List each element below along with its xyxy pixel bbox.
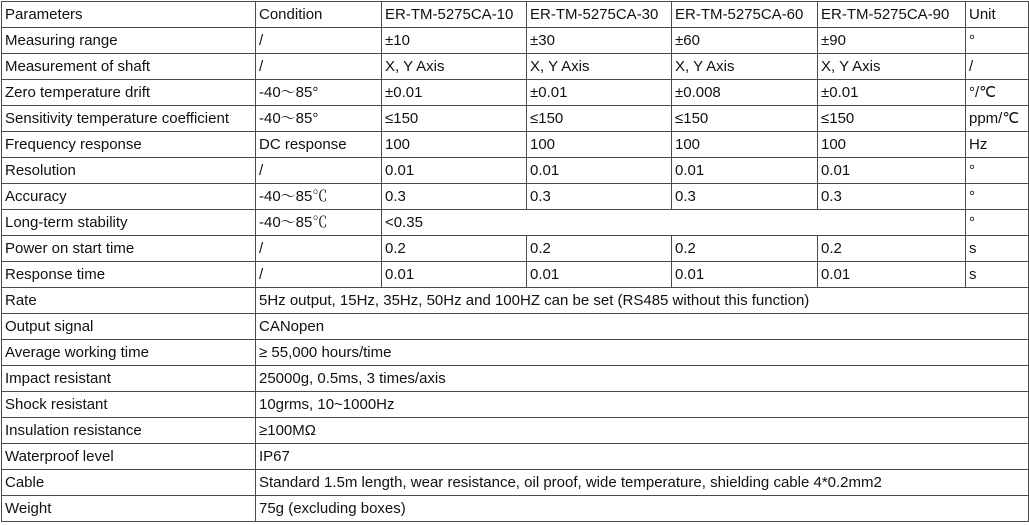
row-power-on-start-time	[2, 236, 1029, 262]
value-cell-30: 0.3	[527, 184, 672, 210]
merged-value-cell: IP67	[256, 444, 1029, 470]
value-cell-90: 0.3	[818, 184, 966, 210]
merged-value-cell: CANopen	[256, 314, 1029, 340]
condition-cell: /	[256, 54, 382, 80]
param-cell: Sensitivity temperature coefficient	[2, 106, 256, 132]
condition-cell: /	[256, 28, 382, 54]
value-cell-90: ±0.01	[818, 80, 966, 106]
value-cell-30: 0.01	[527, 262, 672, 288]
param-cell: Output signal	[2, 314, 256, 340]
row-waterproof-level	[2, 444, 1029, 470]
row-sensitivity-temperature-coefficient	[2, 106, 1029, 132]
value-cell-60: ±0.008	[672, 80, 818, 106]
spec-table	[1, 1, 1029, 522]
value-cell-10: 0.3	[382, 184, 527, 210]
header-model-30: ER-TM-5275CA-30	[527, 2, 672, 28]
row-rate	[2, 288, 1029, 314]
unit-cell: °	[966, 210, 1029, 236]
condition-cell: -40～85℃	[256, 210, 382, 236]
header-row	[2, 2, 1029, 28]
param-cell: Measuring range	[2, 28, 256, 54]
unit-cell: Hz	[966, 132, 1029, 158]
row-long-term-stability	[2, 210, 1029, 236]
value-cell-10: ±0.01	[382, 80, 527, 106]
unit-cell: °	[966, 28, 1029, 54]
value-cell-10: ±10	[382, 28, 527, 54]
param-cell: Measurement of shaft	[2, 54, 256, 80]
value-cell-60: 100	[672, 132, 818, 158]
param-cell: Average working time	[2, 340, 256, 366]
value-cell-30: ±0.01	[527, 80, 672, 106]
row-impact-resistant	[2, 366, 1029, 392]
row-frequency-response	[2, 132, 1029, 158]
value-cell-30: X, Y Axis	[527, 54, 672, 80]
header-model-60: ER-TM-5275CA-60	[672, 2, 818, 28]
merged-value-cell: Standard 1.5m length, wear resistance, oil proof, wide temperature, shielding cable 4*0.2mm2	[256, 470, 1029, 496]
merged-value-cell: 10grms, 10~1000Hz	[256, 392, 1029, 418]
param-cell: Impact resistant	[2, 366, 256, 392]
value-cell-90: ≤150	[818, 106, 966, 132]
value-cell-30: 100	[527, 132, 672, 158]
merged-value-cell: ≥ 55,000 hours/time	[256, 340, 1029, 366]
merged-value-cell: ≥100MΩ	[256, 418, 1029, 444]
value-cell-90: X, Y Axis	[818, 54, 966, 80]
row-output-signal	[2, 314, 1029, 340]
unit-cell: s	[966, 236, 1029, 262]
condition-cell: -40～85°	[256, 80, 382, 106]
condition-cell: DC response	[256, 132, 382, 158]
param-cell: Weight	[2, 496, 256, 522]
row-measurement-of-shaft	[2, 54, 1029, 80]
param-cell: Resolution	[2, 158, 256, 184]
unit-cell: °	[966, 184, 1029, 210]
condition-cell: -40～85℃	[256, 184, 382, 210]
header-parameters: Parameters	[2, 2, 256, 28]
param-cell: Response time	[2, 262, 256, 288]
condition-cell: /	[256, 158, 382, 184]
header-unit: Unit	[966, 2, 1029, 28]
merged-value-cell: 5Hz output, 15Hz, 35Hz, 50Hz and 100HZ can be set (RS485 without this function)	[256, 288, 1029, 314]
param-cell: Power on start time	[2, 236, 256, 262]
unit-cell: /	[966, 54, 1029, 80]
value-cell-30: ±30	[527, 28, 672, 54]
value-cell-60: 0.3	[672, 184, 818, 210]
row-accuracy	[2, 184, 1029, 210]
param-cell: Waterproof level	[2, 444, 256, 470]
value-cell-10: ≤150	[382, 106, 527, 132]
param-cell: Frequency response	[2, 132, 256, 158]
value-cell-90: 100	[818, 132, 966, 158]
header-condition: Condition	[256, 2, 382, 28]
param-cell: Long-term stability	[2, 210, 256, 236]
value-cell-10: 0.01	[382, 262, 527, 288]
param-cell: Accuracy	[2, 184, 256, 210]
header-model-90: ER-TM-5275CA-90	[818, 2, 966, 28]
value-cell-30: ≤150	[527, 106, 672, 132]
value-cell-60: 0.01	[672, 262, 818, 288]
condition-cell: /	[256, 236, 382, 262]
row-shock-resistant	[2, 392, 1029, 418]
param-cell: Shock resistant	[2, 392, 256, 418]
param-cell: Zero temperature drift	[2, 80, 256, 106]
value-cell-30: 0.2	[527, 236, 672, 262]
row-cable	[2, 470, 1029, 496]
value-cell-10: 0.2	[382, 236, 527, 262]
unit-cell: s	[966, 262, 1029, 288]
merged-value-cell: 75g (excluding boxes)	[256, 496, 1029, 522]
value-cell-90: 0.01	[818, 262, 966, 288]
row-resolution	[2, 158, 1029, 184]
row-weight	[2, 496, 1029, 522]
value-cell-60: ±60	[672, 28, 818, 54]
value-cell-90: 0.01	[818, 158, 966, 184]
value-cell-10: 100	[382, 132, 527, 158]
value-cell-10: X, Y Axis	[382, 54, 527, 80]
condition-cell: /	[256, 262, 382, 288]
condition-cell: -40～85°	[256, 106, 382, 132]
header-model-10: ER-TM-5275CA-10	[382, 2, 527, 28]
unit-cell: °	[966, 158, 1029, 184]
value-cell-90: 0.2	[818, 236, 966, 262]
value-cell-30: 0.01	[527, 158, 672, 184]
value-cell-60: X, Y Axis	[672, 54, 818, 80]
param-cell: Insulation resistance	[2, 418, 256, 444]
merged-value-cell: 25000g, 0.5ms, 3 times/axis	[256, 366, 1029, 392]
value-cell-90: ±90	[818, 28, 966, 54]
value-cell-60: ≤150	[672, 106, 818, 132]
row-insulation-resistance	[2, 418, 1029, 444]
row-measuring-range	[2, 28, 1029, 54]
row-zero-temperature-drift	[2, 80, 1029, 106]
value-cell-10: 0.01	[382, 158, 527, 184]
unit-cell: °/℃	[966, 80, 1029, 106]
value-cell-60: 0.01	[672, 158, 818, 184]
param-cell: Cable	[2, 470, 256, 496]
merged-value-cell: <0.35	[382, 210, 966, 236]
unit-cell: ppm/℃	[966, 106, 1029, 132]
param-cell: Rate	[2, 288, 256, 314]
row-response-time	[2, 262, 1029, 288]
value-cell-60: 0.2	[672, 236, 818, 262]
row-average-working-time	[2, 340, 1029, 366]
